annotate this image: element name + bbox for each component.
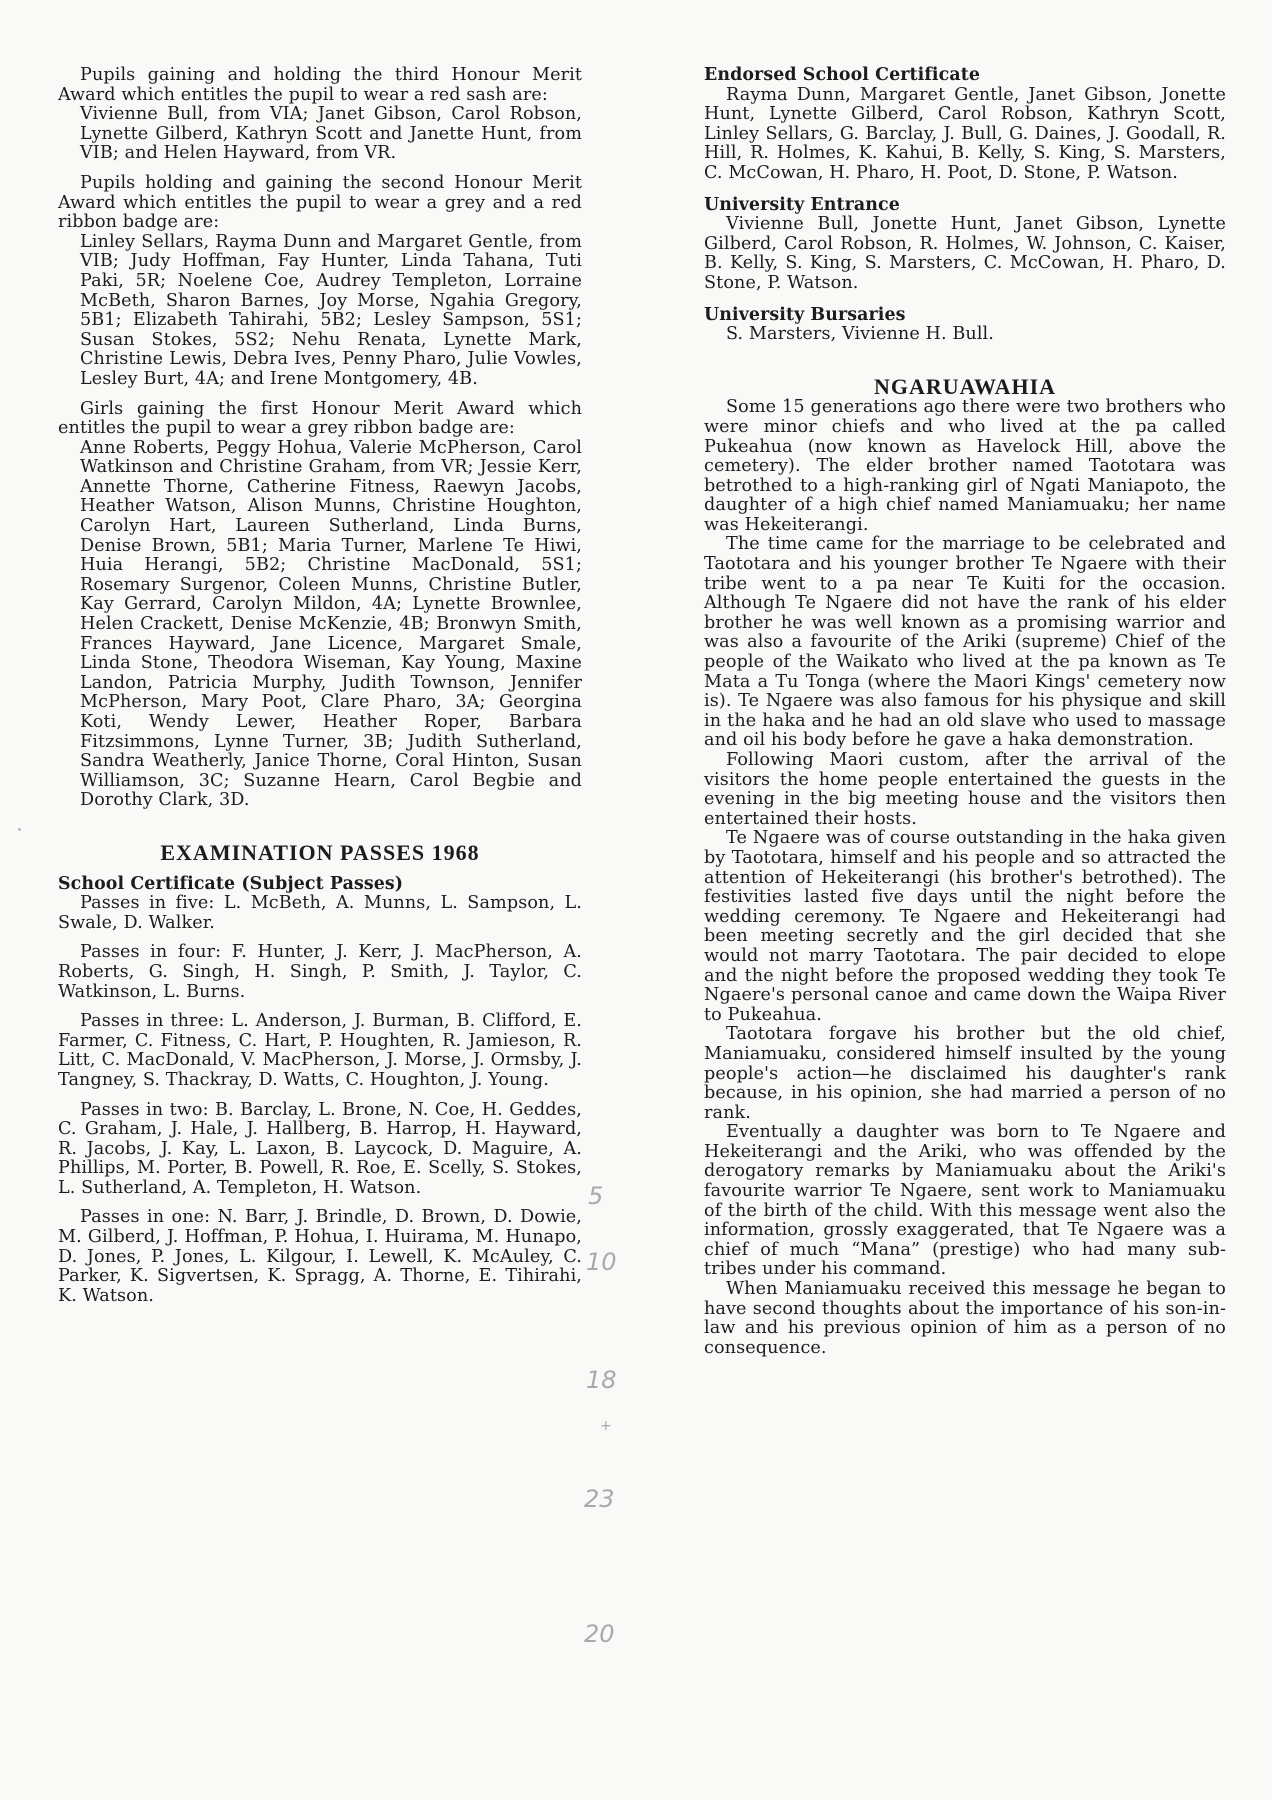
second-award-intro: Pupils holding and gaining the second Honour Merit Award which entitles the pupil to wear a grey and a red ribbon badge are: [58, 172, 582, 233]
margin-note-three: 18 [586, 1366, 617, 1394]
passes-five: Passes in five: L. McBeth, A. Munns, L. Sampson, L. Swale, D. Walker. [58, 893, 582, 933]
passes-four: Passes in four: F. Hunter, J. Kerr, J. MacPherson, A. Roberts, G. Singh, H. Singh, P. Smith, J. Taylor, C. Watkinson, L. Burns. [58, 942, 582, 1002]
margin-tick: + [600, 1418, 612, 1434]
bursaries-names: S. Marsters, Vivienne H. Bull. [726, 324, 994, 345]
story-paragraph: Taototara forgave his brother but the old chief, Maniamuaku, considered himself insulted by the young people's action—he disclaimed his daughter's rank because, in his opinion, she had married a person of no rank. [704, 1024, 1226, 1123]
school-cert-heading: School Certificate (Subject Passes) [58, 873, 404, 894]
story-paragraph: Some 15 generations ago there were two brothers who were minor chiefs and who lived at the pa called Pukeahua (now known as Havelock Hill, above the cemetery). The elder brother named Taototara was betrothed to a high-ranking girl of Ngati Maniapoto, the daughter of a high chief named Maniamuaku; her name was Hekeiterangi. [704, 397, 1226, 535]
left-column [58, 66, 582, 1306]
passes-three: Passes in three: L. Anderson, J. Burman, B. Clifford, E. Farmer, C. Fitness, C. Hart, P. Houghten, R. Jamieson, R. Litt, C. MacDonald, V. MacPherson, J. Morse, J. Ormsby, J. Tangney, S. Thackray, D. Watts, C. Houghton, J. Young. [58, 1011, 582, 1090]
exam-passes-title: EXAMINATION PASSES 1968 [160, 839, 480, 865]
scan-speck [18, 828, 21, 831]
margin-note-one: 20 [584, 1620, 615, 1648]
first-award-names: Anne Roberts, Peggy Hohua, Valerie McPherson, Carol Watkinson and Christine Graham, from VR; Jessie Kerr, Annette Thorne, Catherine Fitness, Raewyn Jacobs, Heather Watson, Alison Munns, Christine Houghton, Carolyn Hart, Laureen Sutherland, Linda Burns, Denise Brown, 5B1; Maria Turner, Marlene Te Hiwi, Huia Herangi, 5B2; Christine MacDonald, 5S1; Rosemary Surgenor, Coleen Munns, Christine Butler, Kay Gerrard, Carolyn Mildon, 4A; Lynette Brownlee, Helen Crackett, Denise McKenzie, 4B; Bronwyn Smith, Frances Hayward, Jane Licence, Margaret Smale, Linda Stone, Theodora Wiseman, Kay Young, Maxine Landon, Patricia Murphy, Judith Townson, Jennifer McPherson, Mary Poot, Clare Pharo, 3A; Georgina Koti, Wendy Lewer, Heather Roper, Barbara Fitzsimmons, Lynne Turner, 3B; Judith Sutherland, Sandra Weatherly, Janice Thorne, Coral Hinton, Susan Williamson, 3C; Suzanne Hearn, Carol Begbie and Dorothy Clark, 3D. [80, 437, 582, 811]
third-award-intro: Pupils gaining and holding the third Honour Merit Award which entitles the pupil to wear a red sash are: [58, 65, 582, 105]
first-award-intro: Girls gaining the first Honour Merit Award which entitles the pupil to wear a grey ribbon badge are: [58, 398, 582, 439]
passes-one: Passes in one: N. Barr, J. Brindle, D. Brown, D. Dowie, M. Gilberd, J. Hoffman, P. Hohua, I. Huirama, M. Hunapo, D. Jones, P. Jones, L. Kilgour, I. Lewell, K. McAuley, C. Parker, K. Sigvertsen, K. Spragg, A. Thorne, E. Tihirahi, K. Watson. [58, 1207, 582, 1306]
university-entrance-names: Vivienne Bull, Jonette Hunt, Janet Gibson, Lynette Gilberd, Carol Robson, R. Holmes, W. Johnson, C. Kaiser, B. Kelly, S. King, S. Marsters, C. McCowan, H. Pharo, D. Stone, P. Watson. [704, 214, 1226, 293]
university-entrance-heading: University Entrance [704, 194, 900, 215]
story-paragraph: Following Maori custom, after the arrival of the visitors the home people entertained the guests in the evening in the big meeting house and the visitors then entertained their hosts. [704, 750, 1226, 829]
margin-note-two: 23 [584, 1485, 615, 1513]
margin-note-four: 10 [586, 1248, 617, 1276]
ngaruawahia-title: NGARUAWAHIA [873, 373, 1057, 399]
story-paragraph: The time came for the marriage to be celebrated and Taototara and his younger brother Te Ngaere with their tribe went to a pa near Te Kuiti for the occasion. Although Te Ngaere did not have the rank of his elder brother he was well known as a promising warrior and was also a favourite of the Ariki (supreme) Chief of the people of the Waikato who lived at the pa known as Te Mata a Tu Tonga (where the Maori Kings' cemetery now is). Te Ngaere was also famous for his physique and skill in the haka and he had an old slave who used to massage and oil his body before he gave a haka demonstration. [704, 534, 1226, 751]
story-paragraph: When Maniamuaku received this message he began to have second thoughts about the importance of his son-in-law and his previous opinion of him as a person of no consequence. [704, 1279, 1226, 1358]
passes-two: Passes in two: B. Barclay, L. Brone, N. Coe, H. Geddes, C. Graham, J. Hale, J. Hallberg, B. Harrop, H. Hayward, R. Jacobs, J. Kay, L. Laxon, B. Laycock, D. Maguire, A. Phillips, M. Porter, B. Powell, R. Roe, E. Scelly, S. Stokes, L. Sutherland, A. Templeton, H. Watson. [58, 1099, 582, 1198]
story-paragraph: Te Ngaere was of course outstanding in the haka given by Taototara, himself and his people and so attracted the attention of Hekeiterangi (his brother's betrothed). The festivities lasted five days until the night before the wedding ceremony. Te Ngaere and Hekeiterangi had been meeting secretly and the girl decided that she would not marry Taototara. The pair decided to elope and the night before the proposed wedding they took Te Ngaere's personal canoe and came down the Waipa River to Pukeahua. [704, 828, 1226, 1025]
endorsed-heading: Endorsed School Certificate [704, 65, 980, 85]
endorsed-names: Rayma Dunn, Margaret Gentle, Janet Gibson, Jonette Hunt, Lynette Gilberd, Carol Robson, Kathryn Scott, Linley Sellars, G. Barclay, J. Bull, G. Daines, J. Goodall, R. Hill, R. Holmes, K. Kahui, B. Kelly, S. King, S. Marsters, C. McCowan, H. Pharo, H. Poot, D. Stone, P. Watson. [704, 84, 1226, 183]
bursaries-heading: University Bursaries [704, 304, 906, 325]
right-column [704, 66, 1226, 1358]
second-award-names: Linley Sellars, Rayma Dunn and Margaret Gentle, from VIB; Judy Hoffman, Fay Hunter, Linda Tahana, Tuti Paki, 5R; Noelene Coe, Audrey Templeton, Lorraine McBeth, Sharon Barnes, Joy Morse, Ngahia Gregory, 5B1; Elizabeth Tahirahi, 5B2; Lesley Sampson, 5S1; Susan Stokes, 5S2; Nehu Renata, Lynette Mark, Christine Lewis, Debra Ives, Penny Pharo, Julie Vowles, Lesley Burt, 4A; and Irene Montgomery, 4B. [80, 231, 582, 389]
story-paragraph: Eventually a daughter was born to Te Ngaere and Hekeiterangi and the Ariki, who was offended by the derogatory remarks by Maniamuaku about the Ariki's favourite warrior Te Ngaere, sent work to Maniamuaku of the birth of the child. With this message went also the information, grossly exaggerated, that Te Ngaere was a chief of much “Mana” (prestige) who had many sub-tribes under his command. [704, 1122, 1226, 1280]
margin-note-five: 5 [588, 1182, 604, 1210]
third-award-names: Vivienne Bull, from VIA; Janet Gibson, Carol Robson, Lynette Gilberd, Kathryn Scott and Janette Hunt, from VIB; and Helen Hayward, from VR. [80, 104, 582, 164]
